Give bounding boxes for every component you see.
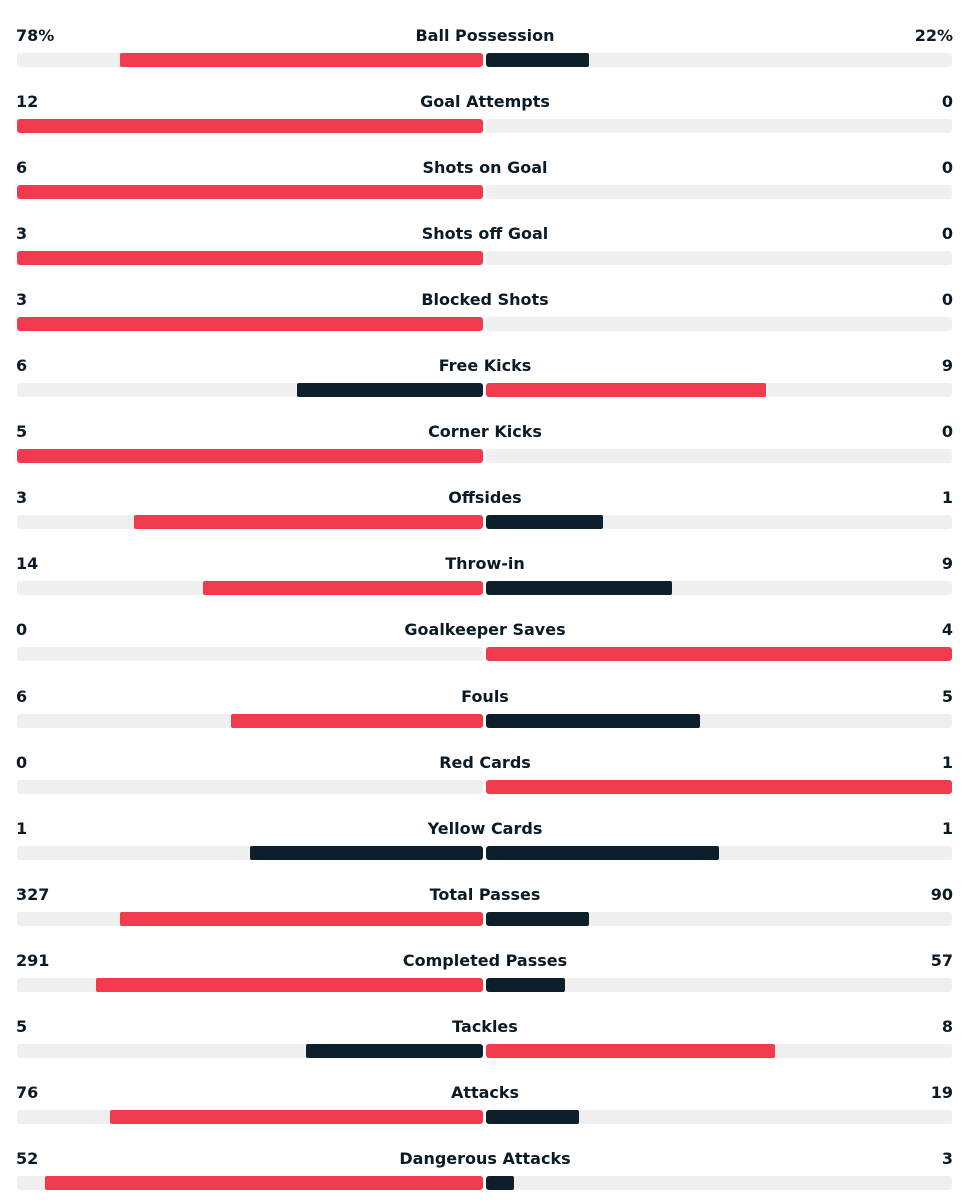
away-bar-fill	[486, 780, 952, 794]
stat-row	[0, 341, 974, 407]
home-bar-track	[17, 53, 483, 67]
home-bar-fill	[250, 846, 483, 860]
home-value: 1	[16, 818, 28, 838]
away-bar-fill	[486, 714, 700, 728]
stat-label: Ball Possession	[415, 26, 555, 45]
away-value: 4	[941, 620, 953, 640]
stat-label: Total Passes	[429, 884, 541, 904]
home-bar-fill	[231, 714, 483, 728]
home-bar-track	[17, 449, 483, 463]
away-bar-track	[486, 383, 952, 397]
stat-row	[0, 539, 974, 605]
stat-row	[0, 407, 974, 473]
away-value: 5	[941, 686, 953, 706]
away-value: 0	[941, 158, 953, 178]
away-bar-track	[486, 581, 952, 595]
stat-label: Blocked Shots	[421, 290, 549, 310]
home-bar-fill	[17, 119, 483, 133]
stat-label: Corner Kicks	[428, 422, 542, 442]
stat-row	[0, 1134, 974, 1200]
away-value: 8	[941, 1016, 953, 1036]
stat-row	[0, 936, 974, 1002]
away-bar-fill	[486, 978, 565, 992]
stat-label: Goal Attempts	[420, 92, 550, 112]
away-bar-fill	[486, 581, 672, 595]
stat-label: Yellow Cards	[427, 818, 543, 838]
home-value: 12	[16, 92, 39, 112]
stat-row	[0, 473, 974, 539]
home-value: 6	[16, 356, 28, 376]
stat-label: Shots on Goal	[422, 158, 548, 178]
away-bar-fill	[486, 846, 719, 860]
stat-row	[0, 275, 974, 341]
away-value: 0	[941, 92, 953, 112]
away-bar-track	[486, 251, 952, 265]
stat-row	[0, 605, 974, 671]
away-value: 9	[941, 356, 953, 376]
away-bar-fill	[486, 1044, 775, 1058]
away-bar-track	[486, 185, 952, 199]
away-bar-track	[486, 846, 952, 860]
away-value: 0	[941, 224, 953, 244]
stat-label: Shots off Goal	[421, 224, 549, 244]
away-bar-track	[486, 780, 952, 794]
home-bar-fill	[110, 1110, 483, 1124]
away-bar-track	[486, 912, 952, 926]
away-bar-track	[486, 1176, 952, 1190]
stat-row	[0, 11, 974, 77]
away-value: 0	[941, 422, 953, 442]
home-bar-fill	[17, 317, 483, 331]
stat-row	[0, 1068, 974, 1134]
stat-label: Offsides	[448, 488, 522, 508]
away-bar-track	[486, 119, 952, 133]
home-value: 5	[16, 1016, 28, 1036]
home-bar-track	[17, 780, 483, 794]
home-value: 76	[16, 1082, 39, 1102]
home-bar-track	[17, 515, 483, 529]
away-bar-track	[486, 1110, 952, 1124]
away-bar-track	[486, 714, 952, 728]
home-bar-track	[17, 317, 483, 331]
stat-label: Goalkeeper Saves	[404, 620, 566, 640]
home-bar-fill	[297, 383, 483, 397]
home-bar-fill	[17, 449, 483, 463]
stat-row	[0, 1002, 974, 1068]
away-bar-fill	[486, 912, 589, 926]
home-bar-fill	[120, 912, 483, 926]
away-bar-fill	[486, 1176, 514, 1190]
home-value: 327	[16, 884, 50, 904]
home-value: 5	[16, 422, 28, 442]
away-value: 1	[941, 488, 953, 508]
home-bar-track	[17, 1044, 483, 1058]
home-bar-track	[17, 383, 483, 397]
home-bar-track	[17, 581, 483, 595]
home-bar-track	[17, 647, 483, 661]
home-value: 0	[16, 752, 28, 772]
away-bar-fill	[486, 383, 766, 397]
stat-row	[0, 738, 974, 804]
stat-row	[0, 77, 974, 143]
stat-label: Throw-in	[445, 554, 525, 574]
away-bar-track	[486, 317, 952, 331]
stat-row	[0, 870, 974, 936]
away-value: 3	[941, 1148, 953, 1168]
away-value: 57	[930, 950, 953, 970]
home-bar-track	[17, 714, 483, 728]
home-bar-track	[17, 119, 483, 133]
away-bar-track	[486, 515, 952, 529]
away-bar-fill	[486, 515, 603, 529]
stat-label: Free Kicks	[438, 356, 532, 376]
stat-row	[0, 672, 974, 738]
home-bar-fill	[17, 251, 483, 265]
stat-label: Dangerous Attacks	[399, 1148, 571, 1168]
stat-label: Red Cards	[439, 752, 531, 772]
home-value: 6	[16, 158, 28, 178]
home-bar-track	[17, 846, 483, 860]
home-value: 52	[16, 1148, 39, 1168]
home-bar-track	[17, 185, 483, 199]
home-value: 6	[16, 686, 28, 706]
home-bar-fill	[306, 1044, 483, 1058]
away-value: 9	[941, 554, 953, 574]
stat-row	[0, 209, 974, 275]
home-value: 78%	[16, 26, 55, 45]
home-bar-track	[17, 1176, 483, 1190]
home-bar-fill	[96, 978, 483, 992]
home-bar-fill	[134, 515, 484, 529]
stat-row	[0, 804, 974, 870]
stat-label: Tackles	[452, 1016, 518, 1036]
stat-label: Fouls	[461, 686, 509, 706]
away-value: 22%	[914, 26, 953, 45]
away-value: 19	[930, 1082, 953, 1102]
away-bar-track	[486, 978, 952, 992]
away-bar-fill	[486, 647, 952, 661]
home-value: 3	[16, 290, 28, 310]
home-value: 291	[16, 950, 50, 970]
stat-label: Attacks	[450, 1082, 520, 1102]
away-value: 90	[930, 884, 953, 904]
home-value: 0	[16, 620, 28, 640]
home-bar-fill	[203, 581, 483, 595]
away-value: 1	[941, 818, 953, 838]
away-bar-track	[486, 647, 952, 661]
away-bar-fill	[486, 1110, 579, 1124]
away-bar-track	[486, 53, 952, 67]
home-bar-track	[17, 978, 483, 992]
home-bar-track	[17, 1110, 483, 1124]
home-bar-track	[17, 912, 483, 926]
stat-label: Completed Passes	[402, 950, 568, 970]
away-value: 0	[941, 290, 953, 310]
home-bar-fill	[120, 53, 483, 67]
away-value: 1	[941, 752, 953, 772]
stat-row	[0, 143, 974, 209]
home-bar-fill	[45, 1176, 483, 1190]
home-value: 3	[16, 224, 28, 244]
home-value: 14	[16, 554, 39, 574]
away-bar-fill	[486, 53, 589, 67]
away-bar-track	[486, 449, 952, 463]
home-bar-fill	[17, 185, 483, 199]
away-bar-track	[486, 1044, 952, 1058]
home-bar-track	[17, 251, 483, 265]
home-value: 3	[16, 488, 28, 508]
